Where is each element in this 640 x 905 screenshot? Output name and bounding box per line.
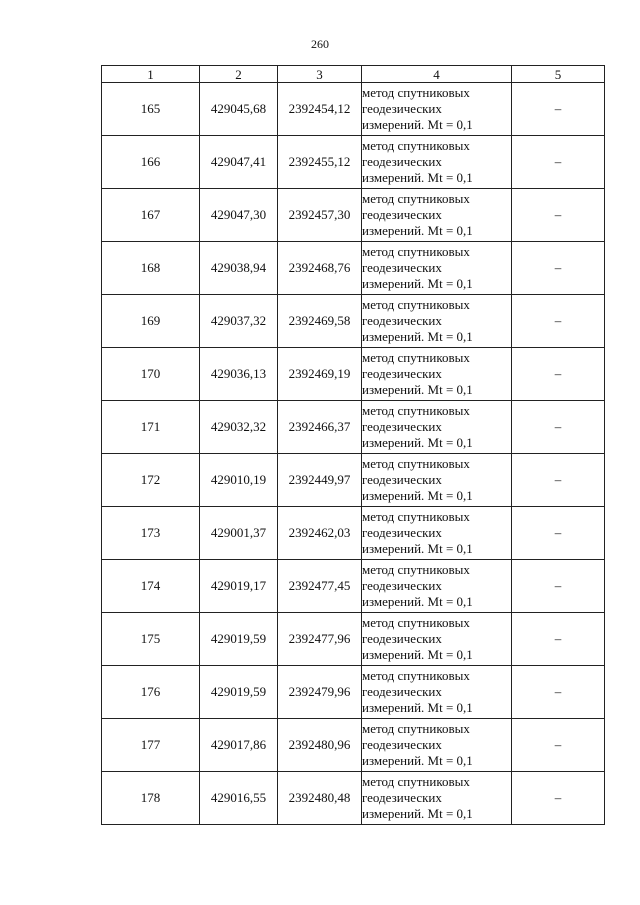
coordinate-x: 429017,86: [200, 719, 278, 772]
coordinate-y: 2392479,96: [278, 666, 362, 719]
table-row: [102, 613, 605, 666]
point-number: 168: [102, 242, 200, 295]
coordinate-x: 429047,30: [200, 189, 278, 242]
point-number: 178: [102, 772, 200, 825]
coordinate-y: 2392454,12: [278, 83, 362, 136]
point-number: 171: [102, 401, 200, 454]
method-line: метод спутниковых: [362, 721, 470, 736]
note-cell: –: [512, 772, 605, 825]
coordinate-x: 429037,32: [200, 295, 278, 348]
point-number: 175: [102, 613, 200, 666]
method-description: [362, 136, 512, 189]
point-number: 166: [102, 136, 200, 189]
method-line: измерений. Mt = 0,1: [362, 647, 473, 662]
note-cell: –: [512, 719, 605, 772]
header-col-5: 5: [512, 66, 605, 83]
method-line: измерений. Mt = 0,1: [362, 329, 473, 344]
header-col-3: 3: [278, 66, 362, 83]
method-line: метод спутниковых: [362, 350, 470, 365]
coordinate-x: 429001,37: [200, 507, 278, 560]
note-cell: –: [512, 136, 605, 189]
method-line: геодезических: [362, 260, 442, 275]
method-line: метод спутниковых: [362, 774, 470, 789]
table-header: [102, 66, 605, 83]
note-cell: –: [512, 189, 605, 242]
coordinate-x: 429032,32: [200, 401, 278, 454]
method-line: измерений. Mt = 0,1: [362, 276, 473, 291]
point-number: 173: [102, 507, 200, 560]
method-line: метод спутниковых: [362, 191, 470, 206]
coordinate-y: 2392466,37: [278, 401, 362, 454]
method-line: измерений. Mt = 0,1: [362, 700, 473, 715]
header-col-2: 2: [200, 66, 278, 83]
coordinate-x: 429038,94: [200, 242, 278, 295]
method-description: [362, 454, 512, 507]
coordinate-y: 2392469,19: [278, 348, 362, 401]
header-col-1: 1: [102, 66, 200, 83]
method-line: геодезических: [362, 366, 442, 381]
point-number: 167: [102, 189, 200, 242]
method-line: геодезических: [362, 684, 442, 699]
method-description: [362, 613, 512, 666]
method-line: измерений. Mt = 0,1: [362, 541, 473, 556]
method-line: геодезических: [362, 101, 442, 116]
method-line: измерений. Mt = 0,1: [362, 806, 473, 821]
coordinate-y: 2392480,48: [278, 772, 362, 825]
method-line: геодезических: [362, 154, 442, 169]
page-number: 260: [311, 37, 329, 51]
coordinate-x: 429036,13: [200, 348, 278, 401]
table-row: [102, 83, 605, 136]
coordinate-y: 2392480,96: [278, 719, 362, 772]
note-cell: –: [512, 560, 605, 613]
method-line: геодезических: [362, 525, 442, 540]
coordinate-x: 429019,17: [200, 560, 278, 613]
method-line: геодезических: [362, 631, 442, 646]
table-row: [102, 772, 605, 825]
table-row: [102, 348, 605, 401]
coordinate-y: 2392477,45: [278, 560, 362, 613]
note-cell: –: [512, 348, 605, 401]
table-row: [102, 401, 605, 454]
table-row: [102, 666, 605, 719]
table-body: [102, 83, 605, 825]
note-cell: –: [512, 242, 605, 295]
method-line: метод спутниковых: [362, 562, 470, 577]
point-number: 165: [102, 83, 200, 136]
note-cell: –: [512, 507, 605, 560]
method-line: геодезических: [362, 419, 442, 434]
method-description: [362, 401, 512, 454]
coordinate-y: 2392468,76: [278, 242, 362, 295]
method-description: [362, 719, 512, 772]
method-line: метод спутниковых: [362, 85, 470, 100]
coordinate-y: 2392457,30: [278, 189, 362, 242]
point-number: 177: [102, 719, 200, 772]
method-line: метод спутниковых: [362, 403, 470, 418]
coordinate-y: 2392455,12: [278, 136, 362, 189]
method-line: геодезических: [362, 472, 442, 487]
coordinate-x: 429047,41: [200, 136, 278, 189]
table-row: [102, 136, 605, 189]
note-cell: –: [512, 666, 605, 719]
method-line: метод спутниковых: [362, 668, 470, 683]
method-line: геодезических: [362, 578, 442, 593]
method-line: метод спутниковых: [362, 615, 470, 630]
note-cell: –: [512, 295, 605, 348]
coordinate-x: 429045,68: [200, 83, 278, 136]
point-number: 169: [102, 295, 200, 348]
coordinates-table: [101, 65, 605, 825]
point-number: 170: [102, 348, 200, 401]
method-description: [362, 295, 512, 348]
point-number: 172: [102, 454, 200, 507]
method-description: [362, 83, 512, 136]
method-line: геодезических: [362, 790, 442, 805]
method-line: метод спутниковых: [362, 509, 470, 524]
coordinate-x: 429010,19: [200, 454, 278, 507]
note-cell: –: [512, 613, 605, 666]
note-cell: –: [512, 83, 605, 136]
table-row: [102, 507, 605, 560]
coordinate-y: 2392469,58: [278, 295, 362, 348]
table-row: [102, 454, 605, 507]
table-row: [102, 242, 605, 295]
method-description: [362, 666, 512, 719]
table-row: [102, 189, 605, 242]
coordinate-x: 429016,55: [200, 772, 278, 825]
coordinate-x: 429019,59: [200, 666, 278, 719]
method-line: геодезических: [362, 207, 442, 222]
method-line: измерений. Mt = 0,1: [362, 117, 473, 132]
method-line: метод спутниковых: [362, 138, 470, 153]
method-description: [362, 772, 512, 825]
method-description: [362, 348, 512, 401]
method-description: [362, 507, 512, 560]
header-row: [102, 66, 605, 83]
method-line: метод спутниковых: [362, 456, 470, 471]
table-row: [102, 719, 605, 772]
method-line: измерений. Mt = 0,1: [362, 223, 473, 238]
method-line: измерений. Mt = 0,1: [362, 488, 473, 503]
table-row: [102, 560, 605, 613]
point-number: 176: [102, 666, 200, 719]
method-line: измерений. Mt = 0,1: [362, 435, 473, 450]
method-line: измерений. Mt = 0,1: [362, 170, 473, 185]
method-line: измерений. Mt = 0,1: [362, 594, 473, 609]
method-description: [362, 242, 512, 295]
method-line: геодезических: [362, 737, 442, 752]
method-description: [362, 189, 512, 242]
coordinate-y: 2392477,96: [278, 613, 362, 666]
header-col-4: 4: [362, 66, 512, 83]
coordinate-x: 429019,59: [200, 613, 278, 666]
note-cell: –: [512, 454, 605, 507]
note-cell: –: [512, 401, 605, 454]
method-line: геодезических: [362, 313, 442, 328]
coordinate-y: 2392462,03: [278, 507, 362, 560]
method-line: измерений. Mt = 0,1: [362, 753, 473, 768]
method-line: метод спутниковых: [362, 244, 470, 259]
coordinate-y: 2392449,97: [278, 454, 362, 507]
point-number: 174: [102, 560, 200, 613]
method-line: метод спутниковых: [362, 297, 470, 312]
table-row: [102, 295, 605, 348]
method-description: [362, 560, 512, 613]
method-line: измерений. Mt = 0,1: [362, 382, 473, 397]
